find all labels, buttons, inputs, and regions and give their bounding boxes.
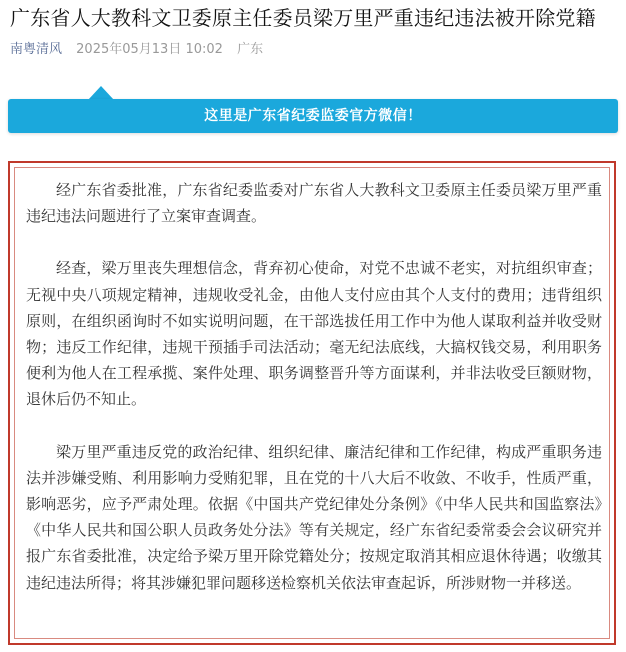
banner-arrow (88, 86, 114, 100)
article-meta (10, 41, 263, 59)
article-body (26, 177, 602, 596)
body-paragraph: 经查，梁万里丧失理想信念，背弃初心使命，对党不忠诚不老实，对抗组织审查；无视中央八项规定精神，违规收受礼金，由他人支付应由其个人支付的费用；违背组织原则，在组织函询时不如实说明问题，在干部选拔任用工作中为他人谋取利益并收受财物；违反工作纪律，违规干预插手司法活动；毫无纪法底线，大搞权钱交易，利用职务便利为他人在工程承揽、案件处理、职务调整晋升等方面谋利，并非法收受巨额财物，退休后仍不知止。 (26, 259, 602, 409)
body-paragraph: 梁万里严重违反党的政治纪律、组织纪律、廉洁纪律和工作纪律，构成严重职务违法并涉嫌受贿、利用影响力受贿犯罪，且在党的十八大后不收敛、不收手，性质严重，影响恶劣，应予严肃处理。依据《中国共产党纪律处分条例》《中华人民共和国监察法》《中华人民共和国公职人员政务处分法》等有关规定，经广东省纪委常委会会议研究并报广东省委批准，决定给予梁万里开除党籍处分；按规定取消其相应退休待遇；收缴其违纪违法所得；将其涉嫌犯罪问题移送检察机关依法审查起诉，所涉财物一并移送。 (26, 442, 602, 592)
publish-date: 2025年05月13日 10:02 (76, 42, 223, 57)
account-name-link[interactable]: 南粤清风 (10, 42, 63, 57)
official-banner (8, 99, 618, 133)
article-title: 广东省人大教科文卫委原主任委员梁万里严重违纪违法被开除党籍 (10, 6, 596, 30)
banner-text: 这里是广东省纪委监委官方微信！ (204, 108, 422, 124)
body-paragraph: 经广东省委批准，广东省纪委监委对广东省人大教科文卫委原主任委员梁万里严重违纪违法问题进行了立案审查调查。 (26, 181, 602, 226)
publish-location: 广东 (237, 42, 264, 57)
